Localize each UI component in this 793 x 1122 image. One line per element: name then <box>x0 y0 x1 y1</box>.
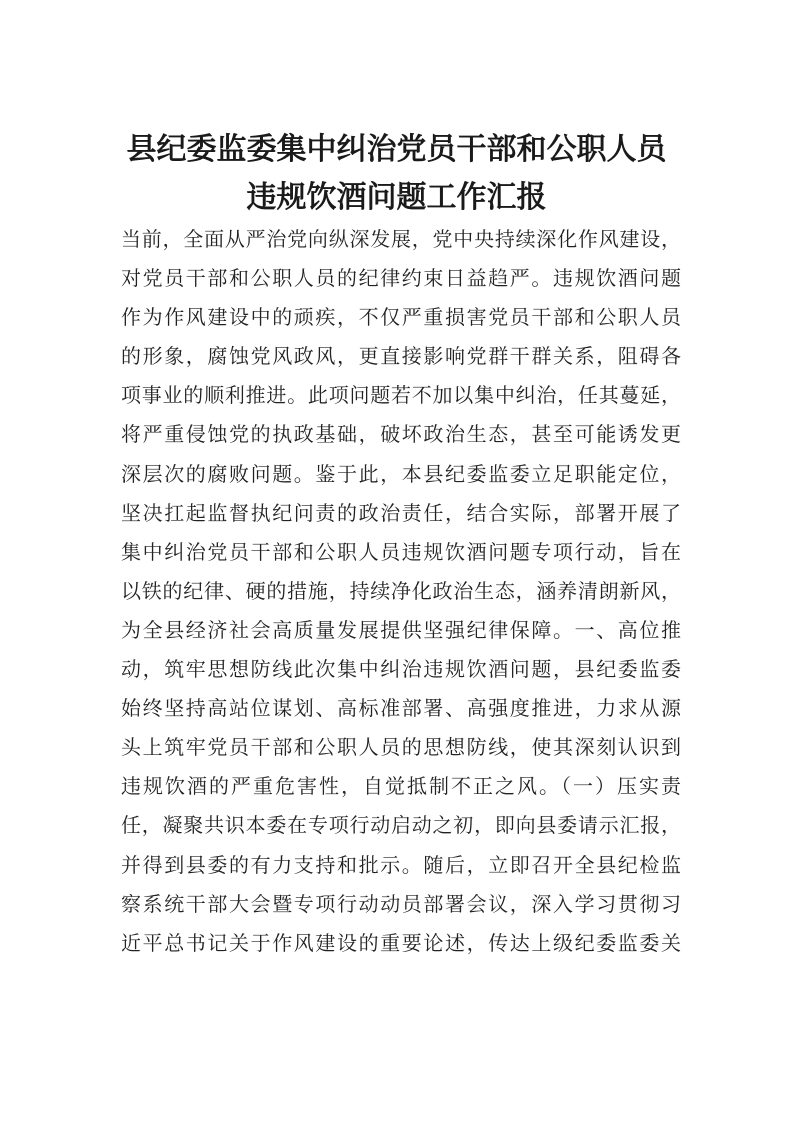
body-line: 以铁的纪律、硬的措施，持续净化政治生态，涵养清朗新风， <box>121 578 681 603</box>
body-line: 当前，全面从严治党向纵深发展，党中央持续深化作风建设， <box>121 227 681 251</box>
body-line: 对党员干部和公职人员的纪律约束日益趋严。违规饮酒问题 <box>121 266 681 291</box>
body-line: 并得到县委的有力支持和批示。随后，立即召开全县纪检监 <box>121 852 681 877</box>
body-line: 头上筑牢党员干部和公职人员的思想防线，使其深刻认识到 <box>121 735 681 760</box>
body-line: 将严重侵蚀党的执政基础，破坏政治生态，甚至可能诱发更 <box>121 422 681 447</box>
body-line: 作为作风建设中的顽疾，不仅严重损害党员干部和公职人员 <box>121 305 681 330</box>
document-title-line-1: 县纪委监委集中纠治党员干部和公职人员 <box>126 132 667 167</box>
body-line: 违规饮酒的严重危害性，自觉抵制不正之风。（一）压实责 <box>121 774 681 799</box>
body-line: 集中纠治党员干部和公职人员违规饮酒问题专项行动，旨在 <box>121 539 681 564</box>
body-line: 项事业的顺利推进。此项问题若不加以集中纠治，任其蔓延， <box>121 383 681 408</box>
body-line: 的形象，腐蚀党风政风，更直接影响党群干群关系，阻碍各 <box>121 344 681 369</box>
body-line: 察系统干部大会暨专项行动动员部署会议，深入学习贯彻习 <box>121 891 681 916</box>
document-body <box>121 220 681 963</box>
body-line: 为全县经济社会高质量发展提供坚强纪律保障。一、高位推 <box>121 617 681 642</box>
body-line: 近平总书记关于作风建设的重要论述，传达上级纪委监委关 <box>121 930 681 955</box>
document-title-line-2: 违规饮酒问题工作汇报 <box>246 180 547 215</box>
body-line: 任，凝聚共识本委在专项行动启动之初，即向县委请示汇报， <box>121 813 681 838</box>
body-line: 动，筑牢思想防线此次集中纠治违规饮酒问题，县纪委监委 <box>121 657 681 682</box>
body-line: 深层次的腐败问题。鉴于此，本县纪委监委立足职能定位， <box>121 461 681 486</box>
body-line: 坚决扛起监督执纪问责的政治责任，结合实际，部署开展了 <box>121 500 681 525</box>
body-line: 始终坚持高站位谋划、高标准部署、高强度推进，力求从源 <box>121 696 681 721</box>
